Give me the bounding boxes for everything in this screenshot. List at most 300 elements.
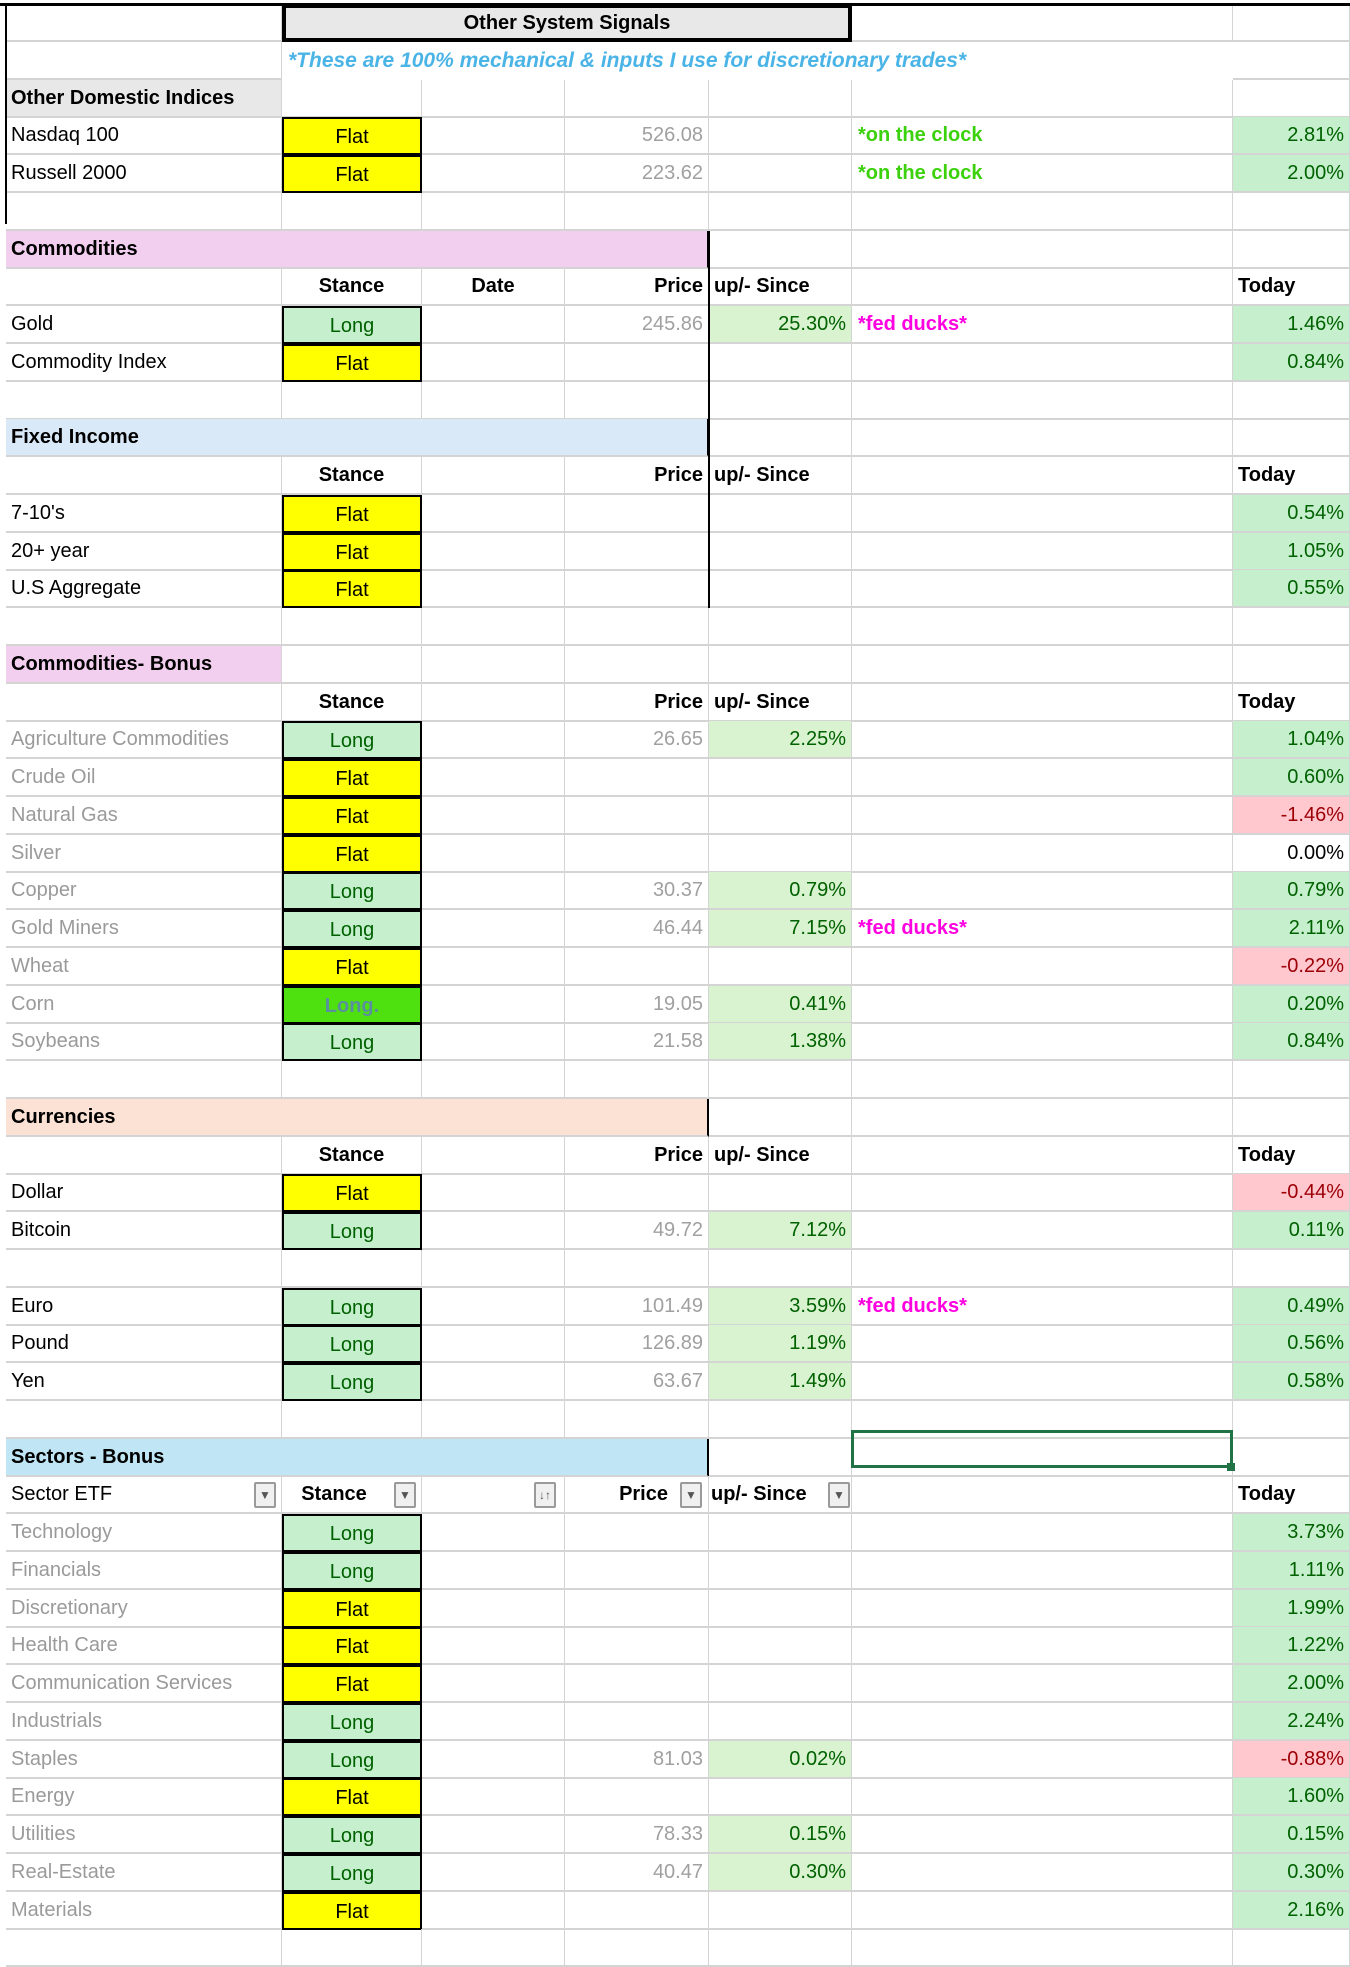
price-cell[interactable]: 101.49: [565, 1288, 709, 1326]
empty-cell[interactable]: [1233, 1250, 1350, 1288]
note-cell[interactable]: [852, 1552, 1233, 1590]
date-cell[interactable]: [422, 1892, 565, 1930]
since-cell[interactable]: [709, 797, 852, 835]
asset-name[interactable]: Gold Miners: [6, 910, 282, 948]
asset-name[interactable]: Nasdaq 100: [6, 117, 282, 155]
note-cell[interactable]: [852, 1854, 1233, 1892]
date-cell[interactable]: [422, 1212, 565, 1250]
empty-cell[interactable]: [6, 1061, 282, 1099]
asset-name[interactable]: Agriculture Commodities: [6, 721, 282, 759]
today-change[interactable]: 0.56%: [1233, 1325, 1350, 1363]
since-cell[interactable]: [709, 1590, 852, 1628]
empty-cell[interactable]: [565, 1929, 709, 1967]
column-header-stance[interactable]: Stance: [282, 684, 422, 722]
price-cell[interactable]: [565, 797, 709, 835]
column-header-today[interactable]: Today: [1233, 268, 1350, 306]
stance-badge[interactable]: Long: [282, 1325, 422, 1363]
today-change[interactable]: -1.46%: [1233, 797, 1350, 835]
empty-cell[interactable]: [852, 1061, 1233, 1099]
column-header-name[interactable]: [6, 1137, 282, 1175]
sort-button[interactable]: ↓↑: [534, 1482, 556, 1508]
note-cell[interactable]: [852, 948, 1233, 986]
empty-cell[interactable]: [6, 1250, 282, 1288]
asset-name[interactable]: Bitcoin: [6, 1212, 282, 1250]
price-cell[interactable]: 30.37: [565, 872, 709, 910]
stance-badge[interactable]: Long: [282, 1854, 422, 1892]
date-cell[interactable]: [422, 117, 565, 155]
price-cell[interactable]: [565, 948, 709, 986]
column-header-price[interactable]: Price: [565, 457, 709, 495]
column-header-stance[interactable]: Stance: [282, 1476, 422, 1514]
today-change[interactable]: 2.24%: [1233, 1703, 1350, 1741]
note-cell[interactable]: [852, 835, 1233, 873]
empty-cell[interactable]: [565, 193, 709, 231]
date-cell[interactable]: [422, 1514, 565, 1552]
price-cell[interactable]: 19.05: [565, 986, 709, 1024]
stance-badge[interactable]: Long.: [282, 986, 422, 1024]
empty-cell[interactable]: [852, 419, 1233, 457]
asset-name[interactable]: Copper: [6, 872, 282, 910]
price-cell[interactable]: 63.67: [565, 1363, 709, 1401]
price-cell[interactable]: 49.72: [565, 1212, 709, 1250]
empty-cell[interactable]: [852, 1929, 1233, 1967]
date-cell[interactable]: [422, 533, 565, 571]
column-header-date[interactable]: [422, 1137, 565, 1175]
asset-name[interactable]: 20+ year: [6, 533, 282, 571]
stance-badge[interactable]: Flat: [282, 835, 422, 873]
since-cell[interactable]: 1.19%: [709, 1325, 852, 1363]
since-cell[interactable]: [709, 1892, 852, 1930]
price-cell[interactable]: [565, 570, 709, 608]
stance-badge[interactable]: Long: [282, 1288, 422, 1326]
empty-cell[interactable]: [6, 1401, 282, 1439]
section-title-currencies[interactable]: Currencies: [6, 1099, 709, 1137]
date-cell[interactable]: [422, 1590, 565, 1628]
date-cell[interactable]: [422, 1552, 565, 1590]
note-cell[interactable]: [852, 495, 1233, 533]
empty-cell[interactable]: [1233, 80, 1350, 118]
empty-cell[interactable]: [282, 382, 422, 420]
note-cell[interactable]: *fed ducks*: [852, 910, 1233, 948]
column-header-name[interactable]: [6, 684, 282, 722]
section-title-sectors[interactable]: Sectors - Bonus: [6, 1439, 709, 1477]
empty-cell[interactable]: [1233, 1061, 1350, 1099]
empty-cell[interactable]: [709, 231, 852, 269]
empty-cell[interactable]: [852, 646, 1233, 684]
price-cell[interactable]: 245.86: [565, 306, 709, 344]
asset-name[interactable]: Natural Gas: [6, 797, 282, 835]
empty-cell[interactable]: [852, 1476, 1233, 1514]
asset-name[interactable]: Pound: [6, 1325, 282, 1363]
empty-cell[interactable]: [565, 382, 709, 420]
stance-badge[interactable]: Flat: [282, 759, 422, 797]
date-cell[interactable]: [422, 1363, 565, 1401]
price-cell[interactable]: 526.08: [565, 117, 709, 155]
price-cell[interactable]: [565, 495, 709, 533]
stance-badge[interactable]: Long: [282, 721, 422, 759]
empty-cell[interactable]: [422, 1250, 565, 1288]
asset-name[interactable]: Russell 2000: [6, 155, 282, 193]
since-cell[interactable]: [709, 495, 852, 533]
note-cell[interactable]: [852, 1363, 1233, 1401]
asset-name[interactable]: Soybeans: [6, 1023, 282, 1061]
note-cell[interactable]: *on the clock: [852, 155, 1233, 193]
date-cell[interactable]: [422, 721, 565, 759]
price-cell[interactable]: [565, 344, 709, 382]
date-cell[interactable]: [422, 1816, 565, 1854]
empty-cell[interactable]: [709, 608, 852, 646]
asset-name[interactable]: Staples: [6, 1741, 282, 1779]
price-cell[interactable]: [565, 835, 709, 873]
empty-cell[interactable]: [709, 1061, 852, 1099]
note-cell[interactable]: [852, 872, 1233, 910]
stance-badge[interactable]: Flat: [282, 570, 422, 608]
asset-name[interactable]: Materials: [6, 1892, 282, 1930]
empty-cell[interactable]: [1233, 382, 1350, 420]
date-cell[interactable]: [422, 872, 565, 910]
date-cell[interactable]: [422, 1665, 565, 1703]
asset-name[interactable]: Health Care: [6, 1627, 282, 1665]
stance-badge[interactable]: Long: [282, 306, 422, 344]
date-cell[interactable]: [422, 155, 565, 193]
asset-name[interactable]: Utilities: [6, 1816, 282, 1854]
column-header-since[interactable]: up/- Since: [709, 684, 852, 722]
today-change[interactable]: 0.54%: [1233, 495, 1350, 533]
stance-badge[interactable]: Flat: [282, 797, 422, 835]
today-change[interactable]: 3.73%: [1233, 1514, 1350, 1552]
empty-cell[interactable]: [565, 608, 709, 646]
empty-cell[interactable]: [282, 1401, 422, 1439]
empty-cell[interactable]: [6, 42, 282, 80]
since-cell[interactable]: 1.49%: [709, 1363, 852, 1401]
price-cell[interactable]: 78.33: [565, 1816, 709, 1854]
note-cell[interactable]: *fed ducks*: [852, 306, 1233, 344]
column-header-today[interactable]: Today: [1233, 457, 1350, 495]
date-cell[interactable]: [422, 495, 565, 533]
since-cell[interactable]: [709, 1703, 852, 1741]
empty-cell[interactable]: [422, 608, 565, 646]
asset-name[interactable]: Financials: [6, 1552, 282, 1590]
note-cell[interactable]: [852, 1703, 1233, 1741]
empty-cell[interactable]: [422, 80, 565, 118]
empty-cell[interactable]: [709, 646, 852, 684]
since-cell[interactable]: 0.15%: [709, 1816, 852, 1854]
since-cell[interactable]: 0.02%: [709, 1741, 852, 1779]
since-cell[interactable]: 25.30%: [709, 306, 852, 344]
asset-name[interactable]: 7-10's: [6, 495, 282, 533]
empty-cell[interactable]: [709, 1099, 852, 1137]
column-header-date[interactable]: Date: [422, 268, 565, 306]
empty-cell[interactable]: [1233, 1929, 1350, 1967]
today-change[interactable]: 2.16%: [1233, 1892, 1350, 1930]
date-cell[interactable]: [422, 1703, 565, 1741]
asset-name[interactable]: Discretionary: [6, 1590, 282, 1628]
price-cell[interactable]: 126.89: [565, 1325, 709, 1363]
column-header-since[interactable]: up/- Since: [709, 1476, 852, 1514]
empty-cell[interactable]: [282, 1929, 422, 1967]
stance-badge[interactable]: Long: [282, 872, 422, 910]
today-change[interactable]: -0.88%: [1233, 1741, 1350, 1779]
note-cell[interactable]: [852, 1174, 1233, 1212]
stance-badge[interactable]: Long: [282, 1363, 422, 1401]
since-cell[interactable]: [709, 1778, 852, 1816]
price-cell[interactable]: [565, 1892, 709, 1930]
empty-cell[interactable]: [6, 4, 282, 42]
note-cell[interactable]: [852, 344, 1233, 382]
asset-name[interactable]: Gold: [6, 306, 282, 344]
empty-cell[interactable]: [709, 1439, 852, 1477]
today-change[interactable]: 1.99%: [1233, 1590, 1350, 1628]
asset-name[interactable]: Real-Estate: [6, 1854, 282, 1892]
stance-badge[interactable]: Long: [282, 1023, 422, 1061]
today-change[interactable]: 0.30%: [1233, 1854, 1350, 1892]
since-cell[interactable]: [709, 835, 852, 873]
since-cell[interactable]: [709, 1514, 852, 1552]
today-change[interactable]: 0.20%: [1233, 986, 1350, 1024]
note-cell[interactable]: *on the clock: [852, 117, 1233, 155]
empty-cell[interactable]: [852, 382, 1233, 420]
today-change[interactable]: 1.11%: [1233, 1552, 1350, 1590]
empty-cell[interactable]: [1233, 42, 1350, 80]
section-title-domestic[interactable]: Other Domestic Indices: [6, 80, 282, 118]
asset-name[interactable]: Crude Oil: [6, 759, 282, 797]
note-cell[interactable]: [852, 1665, 1233, 1703]
today-change[interactable]: 2.00%: [1233, 1665, 1350, 1703]
since-cell[interactable]: [709, 1174, 852, 1212]
date-cell[interactable]: [422, 1288, 565, 1326]
note-cell[interactable]: [852, 1590, 1233, 1628]
today-change[interactable]: 0.60%: [1233, 759, 1350, 797]
asset-name[interactable]: U.S Aggregate: [6, 570, 282, 608]
date-cell[interactable]: [422, 306, 565, 344]
empty-cell[interactable]: [852, 1137, 1233, 1175]
empty-cell[interactable]: [852, 231, 1233, 269]
since-cell[interactable]: [709, 344, 852, 382]
empty-cell[interactable]: [709, 382, 852, 420]
empty-cell[interactable]: [852, 457, 1233, 495]
today-change[interactable]: 0.84%: [1233, 1023, 1350, 1061]
date-cell[interactable]: [422, 759, 565, 797]
today-change[interactable]: 0.84%: [1233, 344, 1350, 382]
asset-name[interactable]: Dollar: [6, 1174, 282, 1212]
today-change[interactable]: 2.81%: [1233, 117, 1350, 155]
today-change[interactable]: 0.15%: [1233, 1816, 1350, 1854]
filter-name-button[interactable]: ▼: [254, 1482, 276, 1508]
empty-cell[interactable]: [422, 193, 565, 231]
filter-stance-button[interactable]: ▼: [394, 1482, 416, 1508]
stance-badge[interactable]: Flat: [282, 1590, 422, 1628]
today-change[interactable]: -0.44%: [1233, 1174, 1350, 1212]
since-cell[interactable]: 7.15%: [709, 910, 852, 948]
empty-cell[interactable]: [565, 646, 709, 684]
empty-cell[interactable]: [282, 1250, 422, 1288]
column-header-today[interactable]: Today: [1233, 1476, 1350, 1514]
empty-cell[interactable]: [709, 1929, 852, 1967]
stance-badge[interactable]: Long: [282, 1212, 422, 1250]
asset-name[interactable]: Euro: [6, 1288, 282, 1326]
since-cell[interactable]: [709, 117, 852, 155]
empty-cell[interactable]: [852, 193, 1233, 231]
since-cell[interactable]: [709, 1552, 852, 1590]
since-cell[interactable]: [709, 533, 852, 571]
since-cell[interactable]: [709, 948, 852, 986]
empty-cell[interactable]: [852, 1099, 1233, 1137]
note-cell[interactable]: [852, 570, 1233, 608]
empty-cell[interactable]: [709, 1250, 852, 1288]
price-cell[interactable]: [565, 1552, 709, 1590]
empty-cell[interactable]: [422, 1061, 565, 1099]
column-header-since[interactable]: up/- Since: [709, 1137, 852, 1175]
empty-cell[interactable]: [422, 646, 565, 684]
stance-badge[interactable]: Flat: [282, 1665, 422, 1703]
today-change[interactable]: 1.22%: [1233, 1627, 1350, 1665]
column-header-price[interactable]: Price: [565, 268, 709, 306]
stance-badge[interactable]: Flat: [282, 1778, 422, 1816]
date-cell[interactable]: [422, 1778, 565, 1816]
price-cell[interactable]: [565, 1703, 709, 1741]
filter-since-button[interactable]: ▼: [828, 1482, 850, 1508]
since-cell[interactable]: 0.41%: [709, 986, 852, 1024]
empty-cell[interactable]: [1233, 231, 1350, 269]
empty-cell[interactable]: [852, 4, 1233, 42]
price-cell[interactable]: [565, 1627, 709, 1665]
today-change[interactable]: 0.58%: [1233, 1363, 1350, 1401]
price-cell[interactable]: 40.47: [565, 1854, 709, 1892]
since-cell[interactable]: [709, 570, 852, 608]
empty-cell[interactable]: [1233, 646, 1350, 684]
price-cell[interactable]: [565, 1514, 709, 1552]
column-header-price[interactable]: Price: [565, 1137, 709, 1175]
note-cell[interactable]: [852, 1778, 1233, 1816]
column-header-stance[interactable]: Stance: [282, 268, 422, 306]
stance-badge[interactable]: Flat: [282, 533, 422, 571]
date-cell[interactable]: [422, 986, 565, 1024]
price-cell[interactable]: [565, 533, 709, 571]
today-change[interactable]: 1.60%: [1233, 1778, 1350, 1816]
date-cell[interactable]: [422, 344, 565, 382]
date-cell[interactable]: [422, 797, 565, 835]
asset-name[interactable]: Silver: [6, 835, 282, 873]
stance-badge[interactable]: Flat: [282, 155, 422, 193]
column-header-date[interactable]: [422, 684, 565, 722]
stance-badge[interactable]: Flat: [282, 495, 422, 533]
stance-badge[interactable]: Flat: [282, 948, 422, 986]
selected-cell[interactable]: [851, 1430, 1233, 1468]
today-change[interactable]: 0.49%: [1233, 1288, 1350, 1326]
empty-cell[interactable]: [565, 1401, 709, 1439]
stance-badge[interactable]: Long: [282, 910, 422, 948]
note-cell[interactable]: [852, 986, 1233, 1024]
empty-cell[interactable]: [282, 193, 422, 231]
date-cell[interactable]: [422, 1023, 565, 1061]
since-cell[interactable]: 0.79%: [709, 872, 852, 910]
asset-name[interactable]: Corn: [6, 986, 282, 1024]
column-header-since[interactable]: up/- Since: [709, 268, 852, 306]
price-cell[interactable]: 46.44: [565, 910, 709, 948]
today-change[interactable]: 1.05%: [1233, 533, 1350, 571]
empty-cell[interactable]: [709, 1401, 852, 1439]
stance-badge[interactable]: Long: [282, 1703, 422, 1741]
price-cell[interactable]: 223.62: [565, 155, 709, 193]
today-change[interactable]: 0.79%: [1233, 872, 1350, 910]
asset-name[interactable]: Wheat: [6, 948, 282, 986]
column-header-stance[interactable]: Stance: [282, 1137, 422, 1175]
asset-name[interactable]: Industrials: [6, 1703, 282, 1741]
empty-cell[interactable]: [852, 1250, 1233, 1288]
empty-cell[interactable]: [565, 80, 709, 118]
asset-name[interactable]: Commodity Index: [6, 344, 282, 382]
asset-name[interactable]: Yen: [6, 1363, 282, 1401]
column-header-name[interactable]: [6, 457, 282, 495]
date-cell[interactable]: [422, 910, 565, 948]
empty-cell[interactable]: [6, 608, 282, 646]
note-cell[interactable]: [852, 1816, 1233, 1854]
empty-cell[interactable]: [852, 684, 1233, 722]
empty-cell[interactable]: [1233, 1439, 1350, 1477]
price-cell[interactable]: [565, 1665, 709, 1703]
filter-price-button[interactable]: ▼: [680, 1482, 702, 1508]
stance-badge[interactable]: Long: [282, 1741, 422, 1779]
column-header-today[interactable]: Today: [1233, 1137, 1350, 1175]
fill-handle[interactable]: [1227, 1463, 1235, 1471]
column-header-name[interactable]: Sector ETF: [6, 1476, 282, 1514]
empty-cell[interactable]: [709, 193, 852, 231]
since-cell[interactable]: 3.59%: [709, 1288, 852, 1326]
note-cell[interactable]: [852, 1023, 1233, 1061]
price-cell[interactable]: 26.65: [565, 721, 709, 759]
date-cell[interactable]: [422, 570, 565, 608]
empty-cell[interactable]: [852, 80, 1233, 118]
since-cell[interactable]: [709, 1665, 852, 1703]
date-cell[interactable]: [422, 948, 565, 986]
date-cell[interactable]: [422, 1325, 565, 1363]
empty-cell[interactable]: [282, 80, 422, 118]
empty-cell[interactable]: [1233, 1401, 1350, 1439]
empty-cell[interactable]: [1233, 419, 1350, 457]
price-cell[interactable]: [565, 759, 709, 797]
column-header-price[interactable]: Price: [565, 684, 709, 722]
today-change[interactable]: -0.22%: [1233, 948, 1350, 986]
section-title-commodities[interactable]: Commodities: [6, 231, 709, 269]
today-change[interactable]: 2.00%: [1233, 155, 1350, 193]
empty-cell[interactable]: [6, 193, 282, 231]
since-cell[interactable]: [709, 1627, 852, 1665]
column-header-date[interactable]: [422, 457, 565, 495]
note-cell[interactable]: [852, 759, 1233, 797]
date-cell[interactable]: [422, 1174, 565, 1212]
since-cell[interactable]: [709, 155, 852, 193]
empty-cell[interactable]: [852, 268, 1233, 306]
empty-cell[interactable]: [1233, 608, 1350, 646]
since-cell[interactable]: 2.25%: [709, 721, 852, 759]
empty-cell[interactable]: [422, 1401, 565, 1439]
today-change[interactable]: 0.11%: [1233, 1212, 1350, 1250]
column-header-since[interactable]: up/- Since: [709, 457, 852, 495]
empty-cell[interactable]: [1233, 1099, 1350, 1137]
asset-name[interactable]: Energy: [6, 1778, 282, 1816]
asset-name[interactable]: Technology: [6, 1514, 282, 1552]
stance-badge[interactable]: Flat: [282, 1892, 422, 1930]
today-change[interactable]: 0.55%: [1233, 570, 1350, 608]
stance-badge[interactable]: Long: [282, 1552, 422, 1590]
note-cell[interactable]: [852, 797, 1233, 835]
column-header-today[interactable]: Today: [1233, 684, 1350, 722]
today-change[interactable]: 1.46%: [1233, 306, 1350, 344]
empty-cell[interactable]: [282, 608, 422, 646]
since-cell[interactable]: 0.30%: [709, 1854, 852, 1892]
stance-badge[interactable]: Flat: [282, 1627, 422, 1665]
stance-badge[interactable]: Flat: [282, 117, 422, 155]
